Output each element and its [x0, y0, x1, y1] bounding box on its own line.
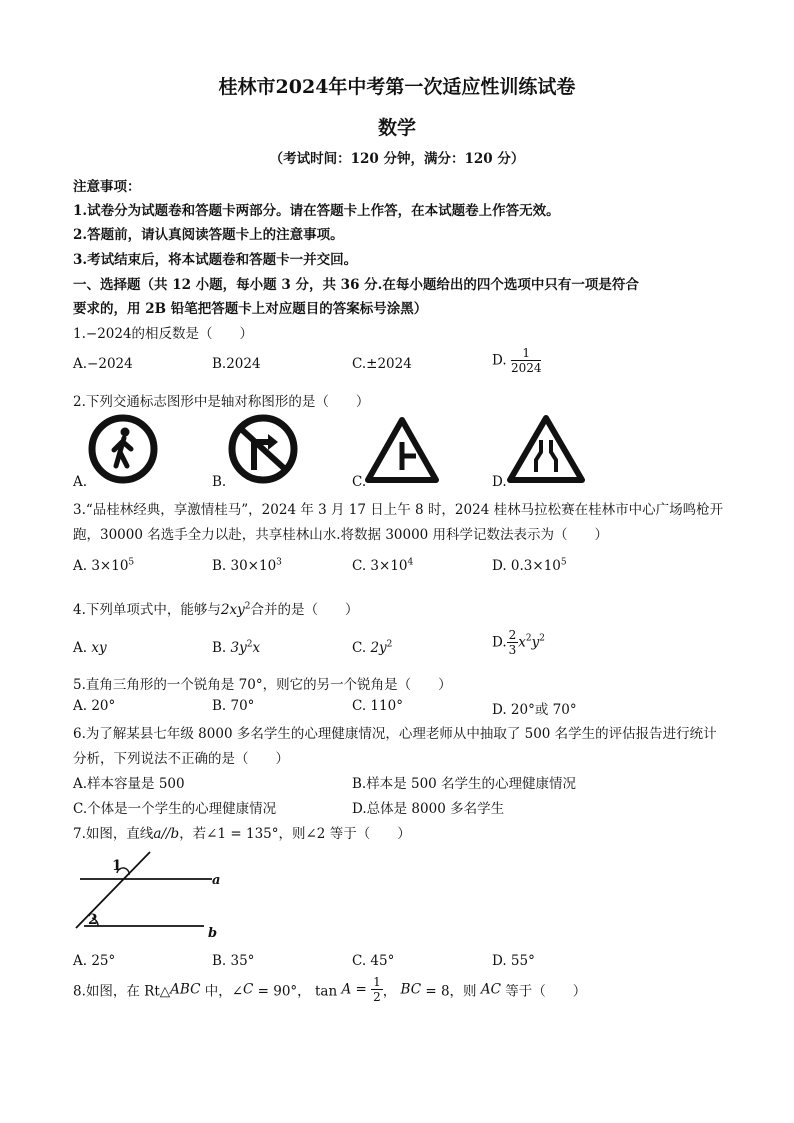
q5-option-b: B. 70°: [212, 698, 255, 714]
q8-stem-end: 等于（ ）: [500, 983, 587, 1000]
q2-option-c: C.: [352, 474, 367, 490]
section1-heading-line1: 一、选择题（共 12 小题，每小题 3 分，共 36 分.在每小题给出的四个选项中只有一项是符合: [73, 277, 639, 293]
q3-c-base: C. 3×10: [352, 558, 408, 574]
q1-option-a: A.−2024: [73, 356, 133, 372]
exam-info: （考试时间：120 分钟，满分：120 分）: [269, 151, 525, 167]
road-narrows-warning-sign-icon: [506, 412, 586, 484]
q4-d-fraction: [507, 628, 519, 657]
q8-stem-mid2: = 90°， tan: [253, 983, 342, 1000]
q5-option-a: A. 20°: [73, 698, 116, 714]
fig-label-1: 1: [112, 858, 122, 874]
q4-option-a: [73, 640, 107, 656]
q6-option-d: D.总体是 8000 多名学生: [352, 801, 505, 817]
q3-stem-line2: 跑，30000 名选手全力以赴，共享桂林山水.将数据 30000 用科学记数法表示为（ ）: [73, 527, 609, 543]
q3-c-exponent: 4: [407, 557, 414, 568]
q6-option-c: C.个体是一个学生的心理健康情况: [73, 801, 277, 817]
q5-stem: 5.直角三角形的一个锐角是 70°，则它的另一个锐角是（ ）: [73, 677, 452, 693]
q7-stem-math: a//b: [153, 826, 180, 842]
q3-d-base: D. 0.3×10: [492, 558, 561, 574]
q4-stem-post: 合并的是（ ）: [250, 602, 359, 618]
pedestrian-sign-icon: [86, 414, 160, 484]
q8-stem: [73, 975, 586, 1004]
q3-option-d: [492, 558, 567, 574]
q1-d-denominator: 2024: [510, 361, 542, 375]
q4-option-b: [212, 640, 260, 656]
q4-d-exp-x: 2: [525, 633, 532, 644]
q8-stem-pre: 8.如图，在 Rt△: [73, 983, 171, 1000]
q8-stem-mid4: = 8，则: [421, 983, 481, 1000]
parallel-lines-figure: [72, 846, 222, 942]
q1-option-d: [492, 346, 541, 375]
q4-d-exp-y: 2: [539, 633, 546, 644]
q8-frac-denominator: 2: [373, 990, 381, 1004]
q3-stem-line1: 3.“品桂林经典，享激情桂马”，2024 年 3 月 17 日上午 8 时，2024 桂林马拉松赛在桂林市中心广场鸣枪开: [73, 502, 724, 518]
q7-option-d: D. 55°: [492, 953, 535, 969]
q3-option-b: [212, 558, 282, 574]
q2-option-b: B.: [212, 474, 227, 490]
q4-b-label: B.: [212, 640, 227, 656]
q4-stem-exponent: 2: [244, 601, 251, 612]
q8-side-bc: BC: [400, 981, 422, 998]
q3-option-c: [352, 558, 413, 574]
q4-d-label: D.: [492, 634, 507, 651]
q6-stem-line2: 分析，下列说法不正确的是（ ）: [73, 751, 289, 767]
q2-option-d: D.: [492, 474, 507, 490]
q1-option-b: B.2024: [212, 356, 261, 372]
q3-d-exponent: 5: [560, 557, 567, 568]
q3-option-a: [73, 558, 134, 574]
q2-option-a: A.: [73, 474, 88, 490]
q7-stem: [73, 822, 411, 842]
q7-option-b: B. 35°: [212, 953, 255, 969]
q4-b-exponent: 2: [246, 639, 253, 650]
q4-d-numerator: 2: [508, 628, 517, 642]
q3-a-exponent: 5: [128, 557, 135, 568]
q4-d-x: x: [518, 634, 526, 651]
exam-title: 桂林市2024年中考第一次适应性训练试卷: [218, 76, 576, 98]
q8-triangle-abc: ABC: [170, 981, 201, 998]
q1-stem: 1.−2024的相反数是（ ）: [73, 326, 254, 342]
q3-b-base: B. 30×10: [212, 558, 277, 574]
q7-stem-pre: 7.如图，直线: [73, 826, 154, 842]
q8-stem-mid1: 中，∠: [200, 983, 244, 1000]
q4-a-label: A.: [73, 640, 88, 656]
q1-option-d-label: D.: [492, 352, 507, 369]
q6-option-b: B.样本是 500 名学生的心理健康情况: [352, 776, 577, 792]
q7-option-a: A. 25°: [73, 953, 116, 969]
q4-stem-math: 2xy: [220, 602, 245, 618]
q4-option-c: [352, 640, 392, 656]
notes-heading: 注意事项：: [73, 179, 141, 195]
q8-angle-a: A: [341, 981, 352, 998]
q7-stem-rest: ，若∠1 = 135°，则∠2 等于（ ）: [179, 826, 411, 842]
fig-label-a: a: [212, 873, 221, 888]
q4-d-denominator: 3: [508, 643, 517, 657]
q4-b-math-x: x: [252, 640, 261, 656]
q8-tan-fraction: [371, 975, 383, 1004]
q4-c-label: C.: [352, 640, 367, 656]
q1-d-numerator: 1: [511, 346, 542, 361]
q6-stem-line1: 6.为了解某县七年级 8000 多名学生的心理健康情况，心理老师从中抽取了 500 名学生的评估报告进行统计: [73, 726, 717, 742]
q4-c-math: 2y: [370, 640, 387, 656]
q4-b-math: 3y: [230, 640, 247, 656]
note-item-2: 2.答题前，请认真阅读答题卡上的注意事项。: [73, 227, 344, 243]
q4-d-y: y: [531, 634, 540, 651]
q8-angle-c: C: [243, 981, 254, 998]
q4-a-math: xy: [91, 640, 107, 656]
no-right-turn-sign-icon: [226, 414, 300, 484]
q4-stem-pre: 4.下列单项式中，能够与: [73, 602, 221, 618]
q8-stem-mid3: ，: [382, 983, 401, 1000]
fig-label-b: b: [208, 926, 218, 941]
q1-option-d-fraction: [511, 346, 542, 375]
q4-c-exponent: 2: [386, 639, 393, 650]
note-item-3: 3.考试结束后，将本试题卷和答题卡一并交回。: [73, 252, 358, 268]
q8-equals: =: [351, 981, 372, 998]
q3-b-exponent: 3: [276, 557, 282, 568]
q5-option-c: C. 110°: [352, 698, 403, 714]
q8-frac-numerator: 1: [373, 975, 381, 989]
q4-option-d: [492, 628, 545, 657]
fig-label-2: 2: [88, 912, 98, 928]
q4-stem: [73, 598, 358, 618]
note-item-1: 1.试卷分为试题卷和答题卡两部分。请在答题卡上作答，在本试题卷上作答无效。: [73, 203, 560, 219]
q2-stem: 2.下列交通标志图形中是轴对称图形的是（ ）: [73, 394, 370, 410]
q8-side-ac: AC: [480, 981, 501, 998]
q7-option-c: C. 45°: [352, 953, 395, 969]
q5-option-d: D. 20°或 70°: [492, 702, 577, 718]
q1-option-c: C.±2024: [352, 356, 412, 372]
t-junction-warning-sign-icon: [364, 414, 440, 484]
section1-heading-line2: 要求的，用 2B 铅笔把答题卡上对应题目的答案标号涂黑）: [73, 301, 428, 317]
subject-title: 数学: [377, 117, 416, 139]
q6-option-a: A.样本容量是 500: [73, 776, 185, 792]
q3-a-base: A. 3×10: [73, 558, 129, 574]
